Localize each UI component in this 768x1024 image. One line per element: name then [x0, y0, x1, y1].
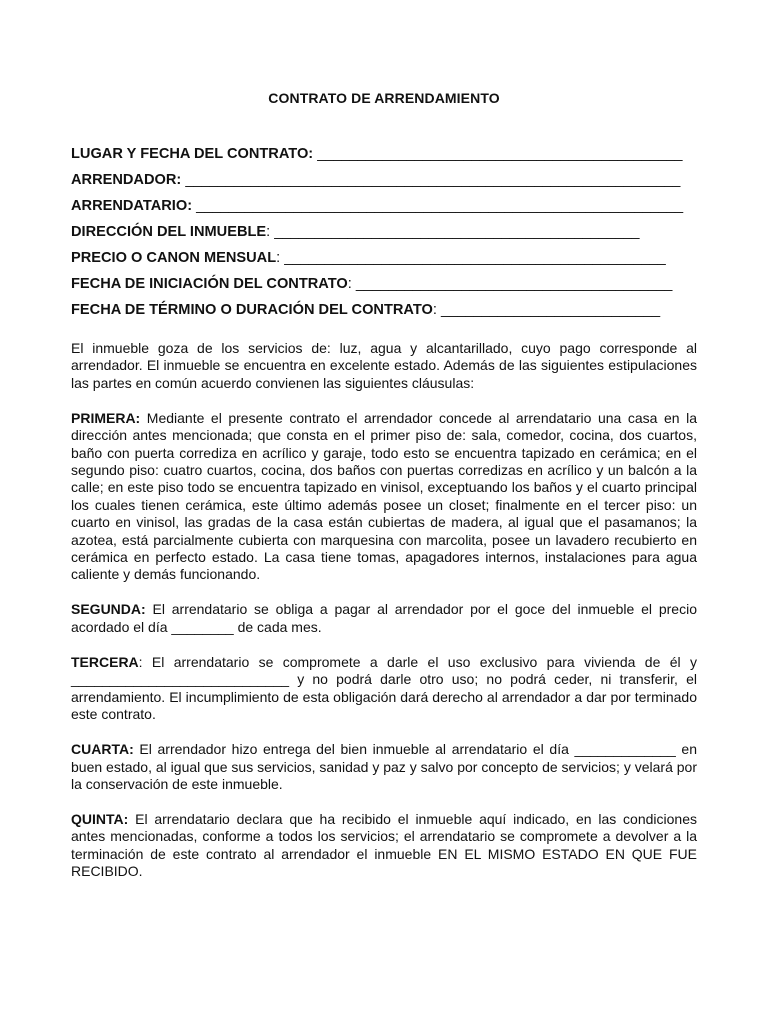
clause-text: Mediante el presente contrato el arrendador concede al arrendatario una casa en la dirección antes mencionada; que consta en el primer piso de: sala, comedor, cocina, dos cuartos, baño con puerta corrediza en acrílico y garaje, todo esto se encuentra tapizado en cerámica; en el segundo piso: cuatro cuartos, cocina, dos baños con puertas corredizas en acrílico y un balcón a la calle; en este piso todo se encuentra tapizado en vinisol, exceptuando los baños y el cuarto principal los cuales tienen cerámica, este último además posee un closet; finalmente en el tercer piso: un cuarto en vinisol, las gradas de la casa están cubiertas de madera, al igual que el pasamanos; la azotea, está parcialmente cubierta con marquesina con marcolita, posee un lavadero recubierto en cerámica en perfecto estado. La casa tiene tomas, apagadores internos, instalaciones para agua caliente y demás funcionando.: [71, 409, 697, 583]
field-separator: :: [347, 276, 352, 292]
clause-heading: TERCERA: [71, 653, 139, 670]
field-label: PRECIO O CANON MENSUAL: [71, 250, 277, 266]
field-blank: _____________________________________________: [270, 224, 640, 240]
field-label: LUGAR Y FECHA DEL CONTRATO:: [71, 146, 314, 162]
field-tenant: [71, 193, 701, 219]
clause-heading: QUINTA:: [71, 810, 129, 827]
field-label: DIRECCIÓN DEL INMUEBLE: [71, 224, 267, 240]
field-blank: ____________________________________________________________: [192, 198, 684, 214]
clause-quinta: [71, 811, 697, 881]
clause-cuarta: [71, 741, 697, 793]
field-place-date: [71, 141, 701, 167]
field-blank: _____________________________________________________________: [181, 172, 681, 188]
clause-text: El arrendatario se obliga a pagar al arrendador por el goce del inmueble el precio acordado el día ________ de cada mes.: [71, 601, 697, 635]
field-blank: _______________________________________: [351, 276, 673, 292]
clause-text: El arrendador hizo entrega del bien inmueble al arrendatario el día _____________ en buen estado, al igual que sus servicios, sanidad y paz y salvo por concepto de servicios; y velará por la conservación de este inmueble.: [71, 741, 697, 792]
field-property-address: [71, 219, 701, 245]
field-blank: _____________________________________________: [313, 146, 683, 162]
field-separator: :: [276, 250, 281, 266]
field-label: ARRENDADOR:: [71, 172, 182, 188]
field-blank: ___________________________: [436, 302, 661, 318]
field-monthly-rent: [71, 245, 701, 271]
field-separator: :: [432, 302, 437, 318]
clause-text: : El arrendatario se compromete a darle el uso exclusivo para vivienda de él y ____________________________ y no podrá darle otro uso; no podrá ceder, ni transferir, el arrendamiento. El incumplimiento de esta obligación dará derecho al arrendador a dar por terminado este contrato.: [71, 653, 697, 723]
field-label: FECHA DE TÉRMINO O DURACIÓN DEL CONTRATO: [71, 302, 433, 318]
clause-segunda: [71, 601, 697, 636]
field-separator: :: [266, 224, 271, 240]
clause-primera: [71, 410, 697, 584]
clause-text: El arrendatario declara que ha recibido el inmueble aquí indicado, en las condiciones antes mencionadas, conforme a todos los servicios; el arrendatario se compromete a devolver a la terminación de este contrato al arrendador el inmueble EN EL MISMO ESTADO EN QUE FUE RECIBIDO.: [71, 810, 697, 880]
field-start-date: [71, 271, 701, 297]
clause-heading: CUARTA:: [71, 741, 134, 758]
field-label: ARRENDATARIO:: [71, 198, 193, 214]
intro-paragraph: El inmueble goza de los servicios de: luz, agua y alcantarillado, cuyo pago corresponde al arrendador. El inmueble se encuentra en excelente estado. Además de las siguientes estipulaciones las partes en común acuerdo convienen las siguientes cláusulas:: [71, 340, 697, 391]
field-end-date: [71, 297, 701, 323]
clause-heading: SEGUNDA:: [71, 601, 146, 618]
field-label: FECHA DE INICIACIÓN DEL CONTRATO: [71, 276, 348, 292]
clause-tercera: [71, 654, 697, 724]
contract-fields: [71, 141, 701, 323]
field-landlord: [71, 167, 701, 193]
clause-heading: PRIMERA:: [71, 409, 141, 426]
contract-body: [71, 340, 697, 898]
document-title: CONTRATO DE ARRENDAMIENTO: [268, 90, 500, 106]
field-blank: _______________________________________________: [280, 250, 666, 266]
